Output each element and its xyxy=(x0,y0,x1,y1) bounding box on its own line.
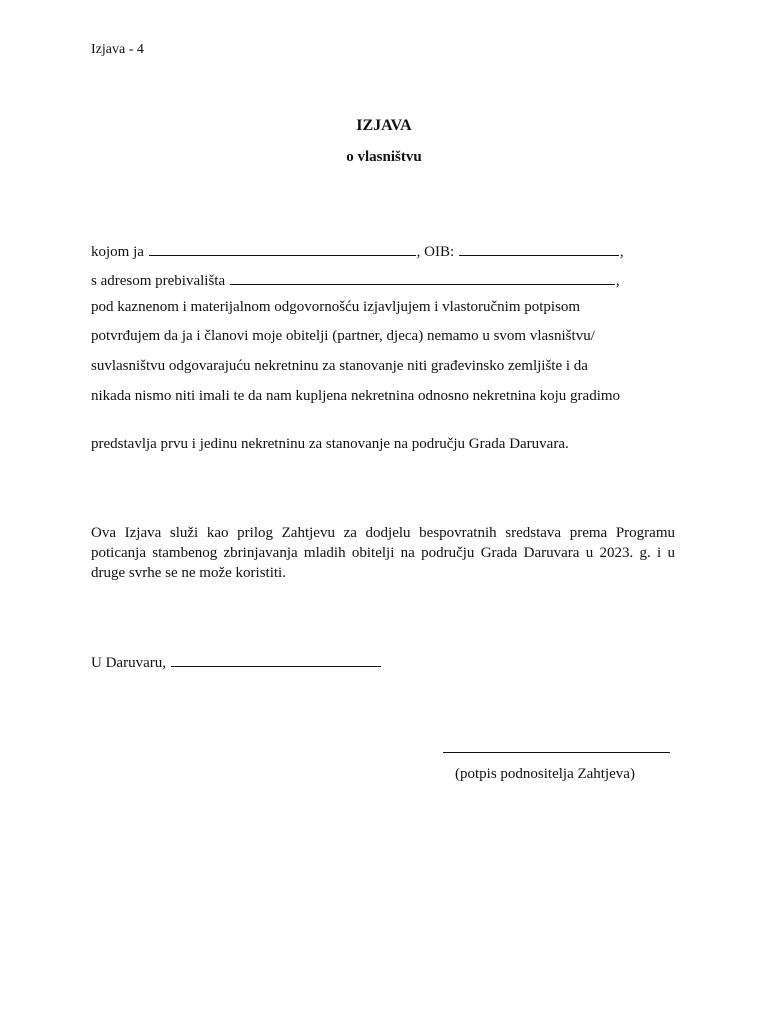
oib-field[interactable] xyxy=(459,241,619,256)
place-label: U Daruvaru, xyxy=(91,655,166,671)
statement-line-5: predstavlja prvu i jedinu nekretninu za stanovanje na području Grada Daruvara. xyxy=(91,436,569,452)
name-label: kojom ja xyxy=(91,244,144,260)
document-subtitle: o vlasništvu xyxy=(346,149,422,165)
statement-line-4: nikada nismo niti imali te da nam kupljena nekretnina odnosno nekretnina koju gradimo xyxy=(91,388,621,404)
statement-line-1: pod kaznenom i materijalnom odgovornošću izjavljujem i vlastoručnim potpisom xyxy=(91,299,581,315)
line1-end: , xyxy=(619,244,624,260)
address-label: s adresom prebivališta xyxy=(91,273,226,289)
statement-line-2: potvrđujem da ja i članovi moje obitelji (partner, djeca) nemamo u svom vlasništvu/ xyxy=(91,328,595,344)
name-oib-line xyxy=(91,241,624,261)
oib-label: , OIB: xyxy=(416,244,455,260)
date-field[interactable] xyxy=(171,652,381,667)
statement-line-3: suvlasništvu odgovarajuću nekretninu za stanovanje niti građevinsko zemljište i da xyxy=(91,358,588,374)
signature-field[interactable] xyxy=(443,752,670,753)
document-code: Izjava - 4 xyxy=(91,42,144,57)
place-date-line xyxy=(91,652,382,672)
purpose-paragraph: Ova Izjava služi kao prilog Zahtjevu za dodjelu bespovratnih sredstava prema Programu poticanja stambenog zbrinjavanja mladih obitelji na području Grada Daruvara u 2023. g. i u druge svrhe se ne može koristiti. xyxy=(91,525,675,581)
address-field[interactable] xyxy=(230,270,615,285)
name-field[interactable] xyxy=(149,241,416,256)
signature-caption: (potpis podnositelja Zahtjeva) xyxy=(455,766,635,782)
document-title: IZJAVA xyxy=(356,117,412,134)
line2-end: , xyxy=(615,273,620,289)
address-line xyxy=(91,270,620,290)
